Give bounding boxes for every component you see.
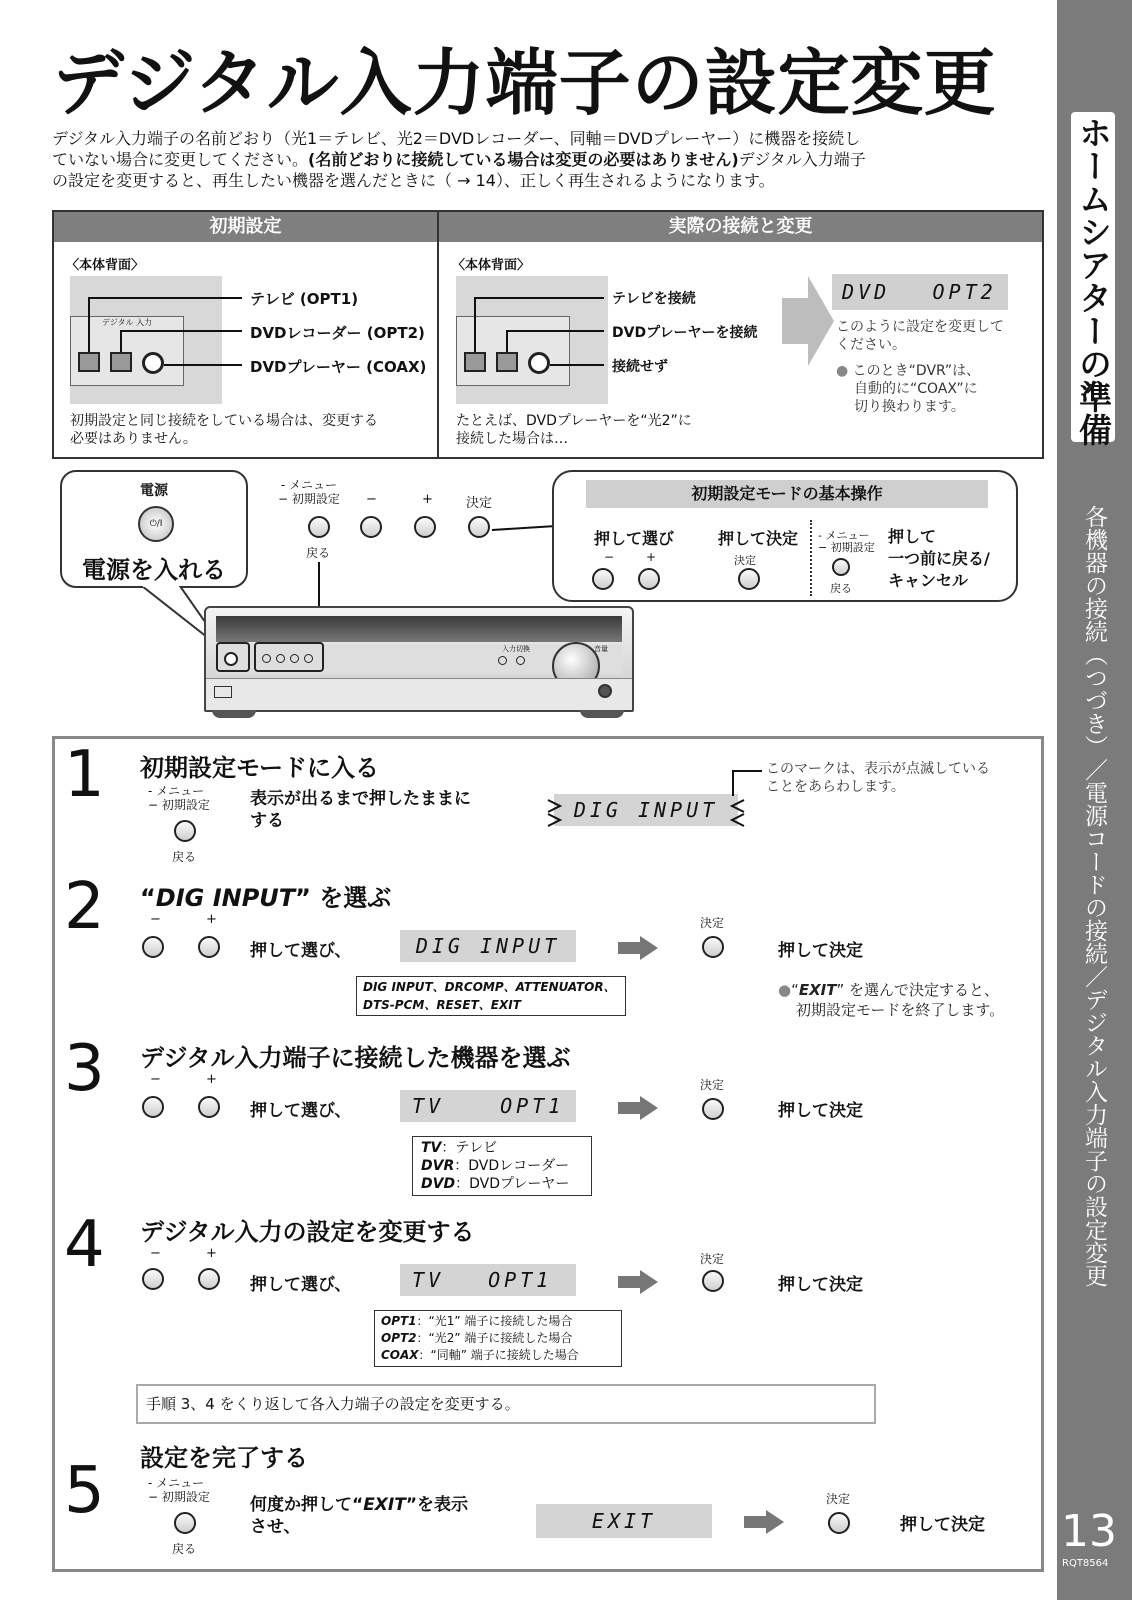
arrow-right-icon	[618, 936, 658, 960]
receiver-input-label: 入力切換	[502, 645, 530, 653]
jack-label: デジタル 入力	[102, 318, 153, 327]
leader-line	[506, 330, 508, 352]
power-button[interactable]	[138, 506, 174, 542]
step5-desc: 何度か押して“EXIT”を表示 させ、	[250, 1495, 469, 1537]
step5-back-label: 戻る	[172, 1542, 197, 1556]
sidebar-section-label: ホームシアターの準備	[1074, 116, 1113, 446]
op-enter-button[interactable]	[738, 568, 760, 590]
power-callout	[60, 470, 248, 588]
step4-legend: OPT1：“光1” 端子に接続した場合 OPT2：“光2” 端子に接続した場合 COAX：“同軸” 端子に接続した場合	[374, 1310, 622, 1367]
lcd-text: DVD	[842, 280, 891, 304]
leader-line	[506, 330, 604, 332]
op-menu-label: - メニュー − 初期設定	[818, 529, 875, 554]
menu-button[interactable]	[308, 516, 330, 538]
receiver-lower-panel	[206, 678, 632, 710]
bullet-note: ● このとき“DVR”は、 自動的に“COAX”に 切り換わります。	[836, 363, 981, 415]
leader-line	[120, 330, 242, 332]
step5-menu-label: - メニュー − 初期設定	[148, 1476, 210, 1504]
headphone-jack[interactable]	[598, 684, 612, 698]
enter-label: 決定	[466, 496, 493, 511]
leader-line	[732, 770, 762, 772]
change-note: このように設定を変更して ください。	[836, 319, 1004, 353]
step-number-2: 2	[64, 870, 105, 944]
step4-desc: 押して選び、	[250, 1275, 352, 1295]
table-header-actual: 実際の接続と変更	[439, 212, 1042, 242]
receiver-small-button[interactable]	[304, 654, 313, 663]
label-dvr-opt2: DVDレコーダー (OPT2)	[250, 324, 425, 342]
step4-minus-label: −	[150, 1246, 161, 1261]
coax-jack-left	[142, 352, 164, 374]
op-plus-button[interactable]	[638, 568, 660, 590]
label-dvd-coax: DVDプレーヤー (COAX)	[250, 358, 427, 376]
step2-enter-label: 決定	[700, 916, 725, 930]
step3-minus-button[interactable]	[142, 1096, 164, 1118]
op-divider	[810, 520, 812, 596]
step3-enter-label: 決定	[700, 1078, 725, 1092]
receiver-power-button[interactable]	[224, 652, 238, 666]
op-back-desc: 押して 一つ前に戻る/ キャンセル	[888, 527, 990, 590]
connection-table	[52, 210, 1044, 459]
leader-line	[474, 297, 604, 299]
op-menu-button[interactable]	[832, 558, 850, 576]
op-enter-label: 押して決定	[718, 529, 799, 548]
leader-line	[120, 330, 122, 352]
leader-line	[490, 512, 560, 542]
receiver-foot	[212, 710, 256, 718]
back-label: 戻る	[306, 546, 331, 560]
op-minus-label: −	[604, 550, 615, 564]
step4-lcd: TV OPT1	[400, 1264, 576, 1296]
step5-enter-button[interactable]	[828, 1512, 850, 1534]
leader-line	[732, 770, 734, 796]
step4-plus-button[interactable]	[198, 1268, 220, 1290]
step-title-5: 設定を完了する	[140, 1444, 308, 1472]
step2-exit-note: ●“EXIT” を選んで決定すると、 初期設定モードを終了します。	[778, 981, 1005, 1019]
leader-line	[550, 364, 604, 366]
label-not-connected: 接続せず	[612, 359, 668, 375]
step2-minus-label: −	[150, 912, 161, 927]
step3-enter-button[interactable]	[702, 1098, 724, 1120]
optical-jack-1-right	[464, 352, 486, 372]
power-icon: ⏻/I	[149, 519, 163, 529]
step2-lcd: DIG INPUT	[400, 930, 576, 962]
power-caption: 電源を入れる	[82, 556, 226, 584]
step4-enter-button[interactable]	[702, 1270, 724, 1292]
lcd-display-example	[832, 274, 1008, 310]
page-title: デジタル入力端子の設定変更	[52, 41, 997, 125]
receiver-display-window	[216, 616, 622, 642]
note-right: たとえば、DVDプレーヤーを“光2”に 接続した場合は…	[456, 413, 692, 447]
step2-minus-button[interactable]	[142, 936, 164, 958]
step2-plus-button[interactable]	[198, 936, 220, 958]
step4-minus-button[interactable]	[142, 1268, 164, 1290]
enter-button[interactable]	[468, 516, 490, 538]
label-connect-dvd: DVDプレーヤーを接続	[612, 325, 758, 341]
step-number-4: 4	[64, 1208, 105, 1282]
step3-plus-label: +	[206, 1072, 217, 1087]
step1-back-label: 戻る	[172, 850, 197, 864]
receiver-input-button[interactable]	[498, 656, 507, 665]
op-select-label: 押して選び	[594, 529, 675, 548]
step3-legend: TV：テレビ DVR：DVDレコーダー DVD：DVDプレーヤー	[412, 1136, 592, 1196]
intro-line-2: ていない場合に変更してください。(名前どおりに接続している場合は変更の必要はありません)デジタル入力端子	[52, 150, 866, 169]
coax-jack-right	[528, 352, 550, 374]
step2-enter-button[interactable]	[702, 936, 724, 958]
leader-line	[88, 297, 90, 352]
sidebar	[1057, 0, 1132, 1600]
table-header-initial: 初期設定	[54, 212, 437, 242]
leader-line	[88, 297, 242, 299]
step3-enter-desc: 押して決定	[778, 1101, 863, 1121]
step-number-3: 3	[64, 1032, 105, 1106]
note-left: 初期設定と同じ接続をしている場合は、変更する 必要はありません。	[70, 413, 378, 447]
blink-mark-note: このマークは、表示が点滅している ことをあらわします。	[766, 761, 990, 795]
step1-desc: 表示が出るまで押したままに する	[250, 789, 471, 831]
intro-line-1: デジタル入力端子の名前どおり（光1＝テレビ、光2＝DVDレコーダー、同軸＝DVDプレーヤー）に機器を接続し	[52, 129, 861, 148]
receiver-small-button[interactable]	[262, 654, 271, 663]
leader-line	[164, 364, 242, 366]
step5-enter-desc: 押して決定	[900, 1515, 985, 1535]
doc-code: RQT8564	[1062, 1558, 1109, 1569]
op-plus-label: +	[646, 550, 657, 564]
receiver-small-button[interactable]	[290, 654, 299, 663]
leader-line	[474, 297, 476, 352]
step5-menu-button[interactable]	[174, 1512, 196, 1534]
op-enter-small: 決定	[734, 554, 756, 567]
op-minus-button[interactable]	[592, 568, 614, 590]
receiver-front	[204, 606, 634, 712]
step3-minus-label: −	[150, 1072, 161, 1087]
step3-desc: 押して選び、	[250, 1101, 352, 1121]
step5-enter-label: 決定	[826, 1492, 851, 1506]
page-number: 13	[1061, 1506, 1117, 1557]
arrow-right-icon	[618, 1096, 658, 1120]
step1-menu-button[interactable]	[174, 820, 196, 842]
step4-plus-label: +	[206, 1246, 217, 1261]
intro-line-3: の設定を変更すると、再生したい機器を選んだときに（ → 14）、正しく再生されるようになります。	[52, 171, 775, 190]
step4-enter-label: 決定	[700, 1252, 725, 1266]
receiver-input-button[interactable]	[516, 656, 525, 665]
optical-jack-2-right	[496, 352, 518, 372]
menu-label: - メニュー − 初期設定	[278, 478, 340, 506]
step1-lcd: DIG INPUT	[554, 794, 738, 826]
blink-mark-icon	[546, 792, 746, 828]
repeat-note: 手順 3、4 をくり返して各入力端子の設定を変更する。	[136, 1384, 876, 1424]
basic-operations-title: 初期設定モードの基本操作	[586, 480, 988, 508]
step2-desc: 押して選び、	[250, 941, 352, 961]
step-title-2: “DIG INPUT” を選ぶ	[140, 884, 392, 912]
step-title-1: 初期設定モードに入る	[140, 754, 380, 782]
rear-label-right: 〈本体背面〉	[452, 258, 531, 273]
rear-label-left: 〈本体背面〉	[66, 258, 145, 273]
optical-jack-2-left	[110, 352, 132, 372]
step-title-4: デジタル入力の設定を変更する	[140, 1218, 475, 1246]
optical-jack-1-left	[78, 352, 100, 372]
receiver-foot	[580, 710, 624, 718]
basic-operations-panel	[552, 470, 1018, 602]
step1-menu-label: - メニュー − 初期設定	[148, 784, 210, 812]
label-connect-tv: テレビを接続	[612, 291, 696, 307]
minus-label: −	[366, 492, 377, 507]
arrow-right-icon	[782, 276, 834, 366]
step-title-3: デジタル入力端子に接続した機器を選ぶ	[140, 1044, 571, 1072]
plus-button[interactable]	[414, 516, 436, 538]
step2-enter-desc: 押して決定	[778, 941, 863, 961]
step-number-1: 1	[64, 738, 105, 812]
sidebar-subsection-label: 各機器の接続（つづき）／電源コードの接続／デジタル入力端子の設定変更	[1081, 505, 1107, 1287]
power-label: 電源	[140, 483, 168, 499]
lcd-text: OPT2	[932, 280, 997, 304]
step2-options-box: DIG INPUT、DRCOMP、ATTENUATOR、 DTS-PCM、RESET、EXIT	[356, 976, 626, 1016]
plus-label: +	[422, 492, 433, 507]
step-number-5: 5	[64, 1454, 105, 1528]
arrow-right-icon	[618, 1270, 658, 1294]
step2-plus-label: +	[206, 912, 217, 927]
step4-enter-desc: 押して決定	[778, 1275, 863, 1295]
step3-lcd: TV OPT1	[400, 1090, 576, 1122]
arrow-right-icon	[744, 1510, 784, 1534]
receiver-indicator	[214, 686, 232, 698]
receiver-volume-label: 音量	[594, 645, 608, 653]
step5-lcd: EXIT	[536, 1504, 712, 1538]
step3-plus-button[interactable]	[198, 1096, 220, 1118]
intro-text	[52, 128, 1032, 191]
label-tv-opt1: テレビ (OPT1)	[250, 290, 359, 308]
table-divider	[437, 212, 439, 457]
op-back-label: 戻る	[830, 582, 852, 595]
receiver-small-button[interactable]	[276, 654, 285, 663]
minus-button[interactable]	[360, 516, 382, 538]
